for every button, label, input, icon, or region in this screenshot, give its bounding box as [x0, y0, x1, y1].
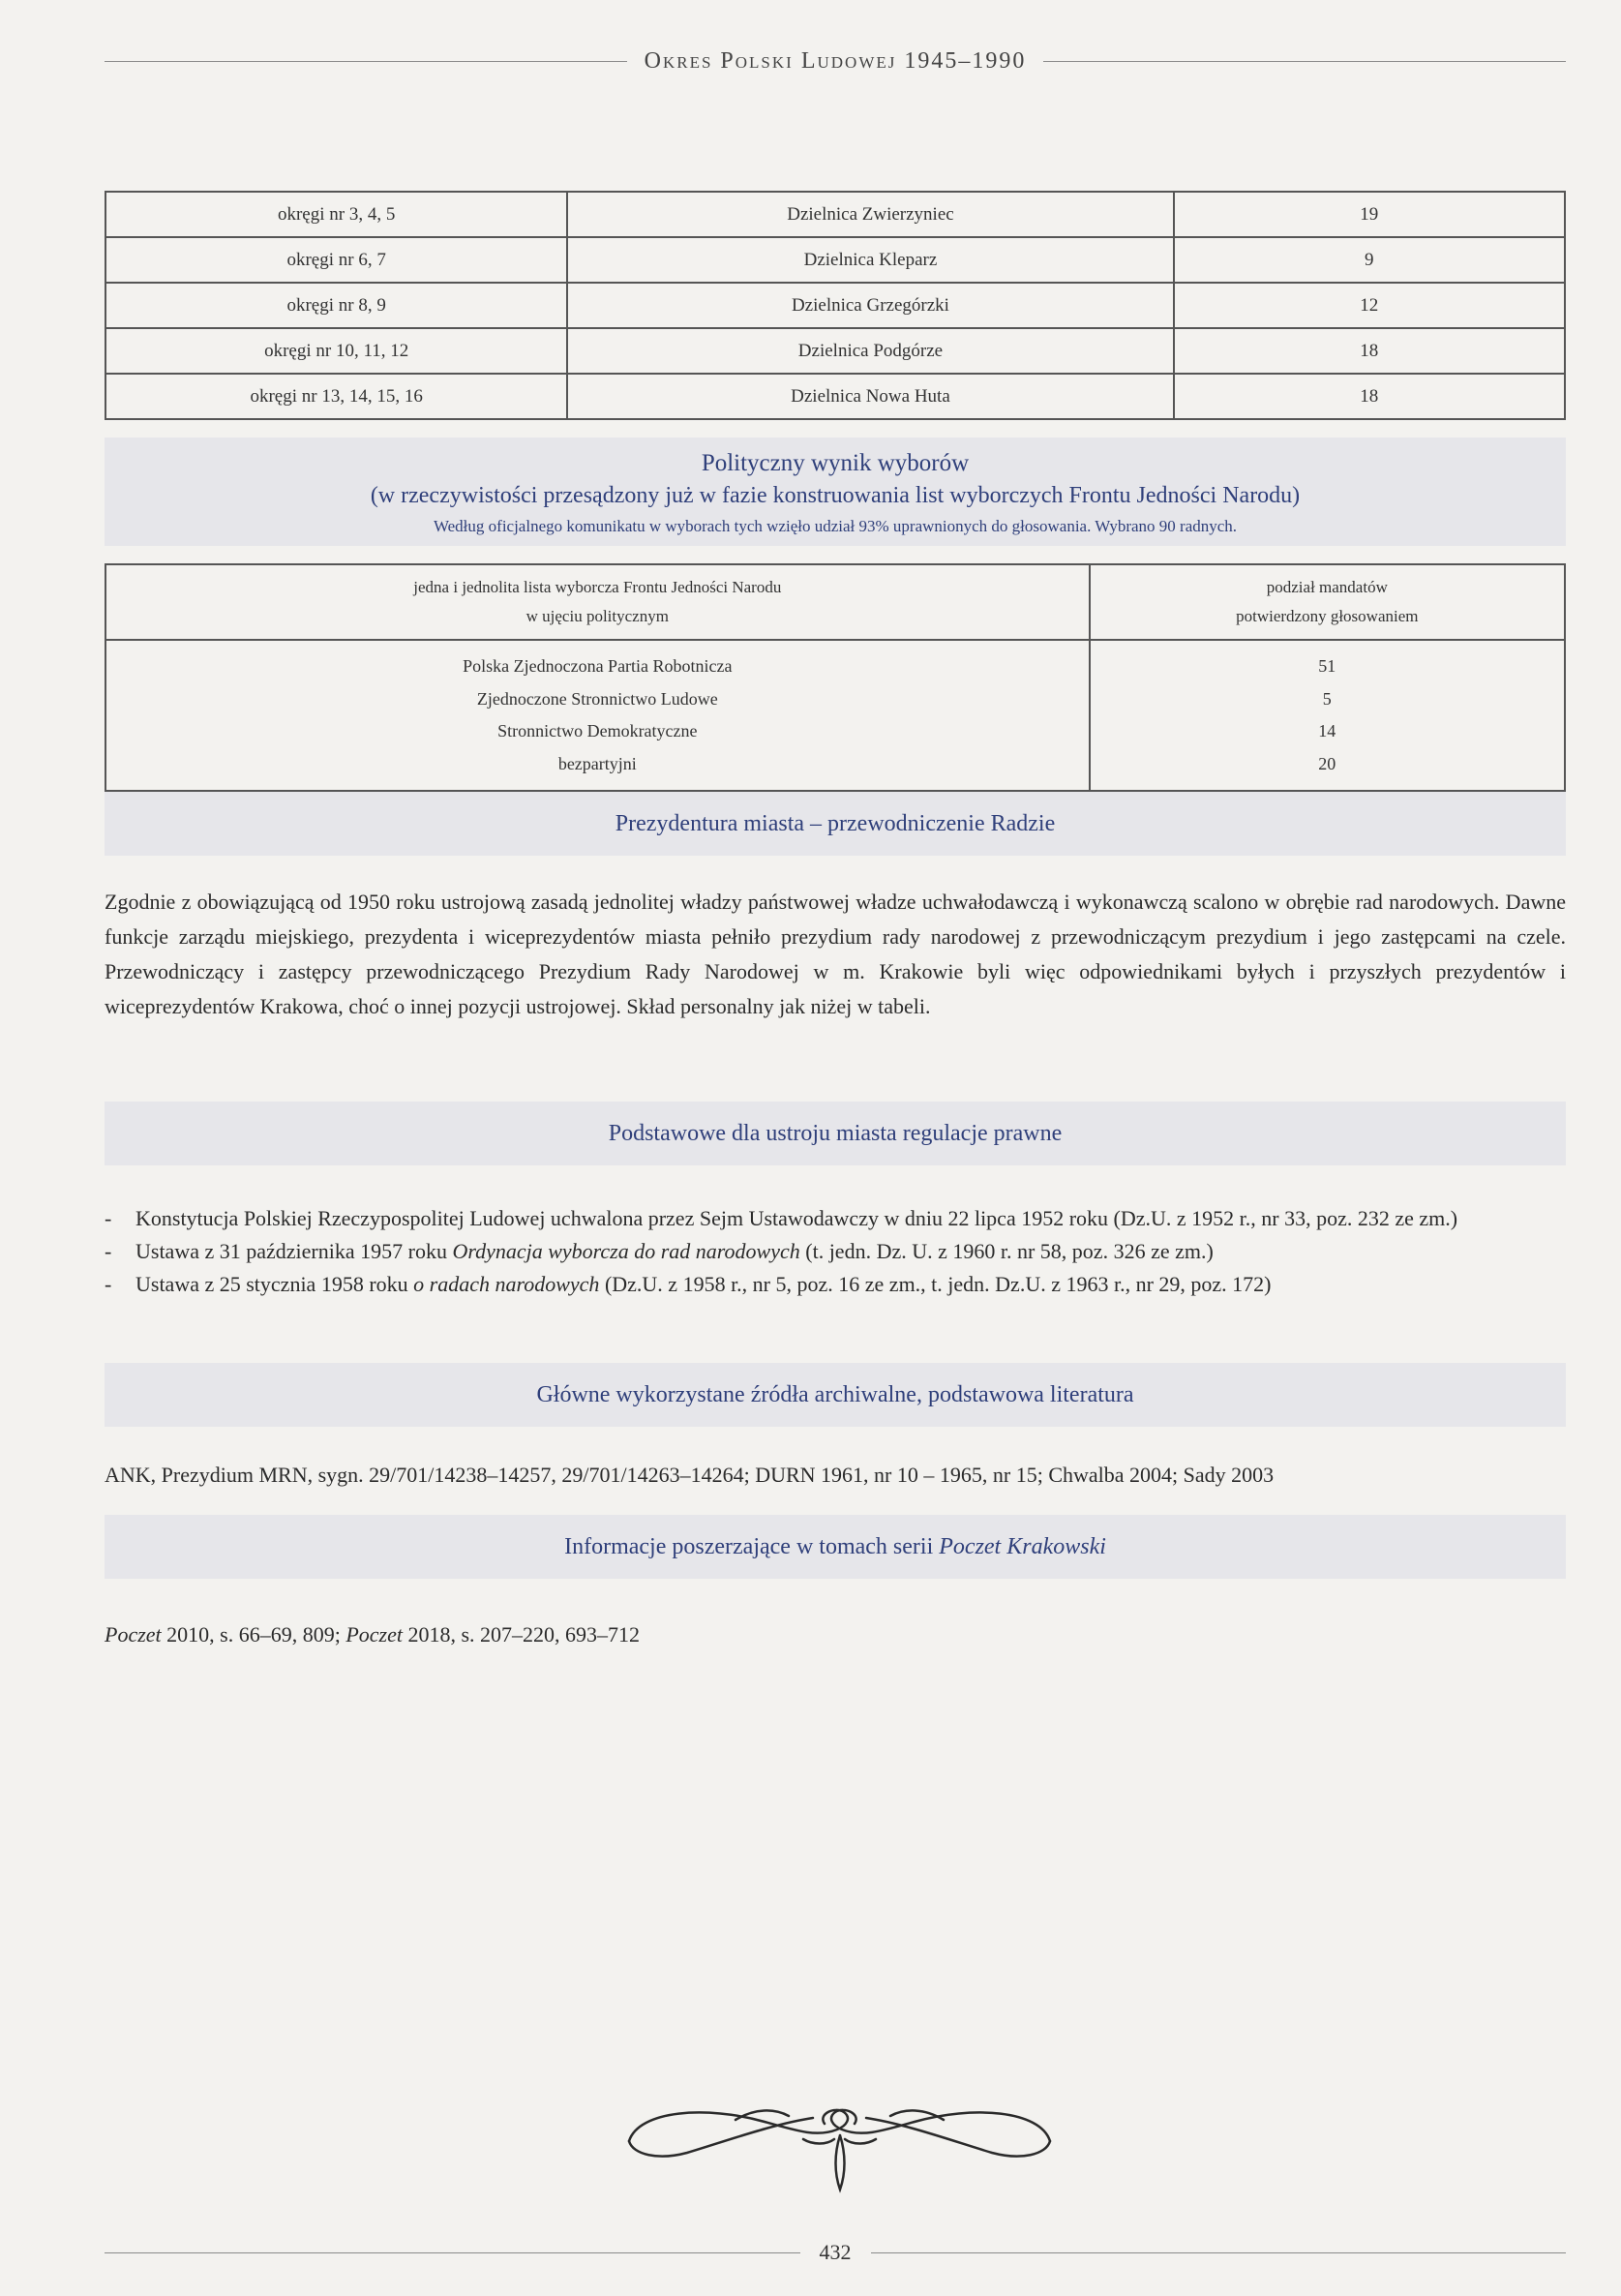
list-header-line-2: w ujęciu politycznym: [525, 607, 669, 625]
presidency-paragraph: Zgodnie z obowiązującą od 1950 roku ustrojową zasadą jednolitej władzy państwowej władze uchwałodawczą i wykonawczą scalono w obrębie rad narodowych. Dawne funkcje zarządu miejskiego, prezydenta i wiceprezydentów miasta pełniło prezydium rady narodowej z przewodniczącym prezydium i jego zastępcami na czele. Przewodniczący i zastępcy przewodniczącego Prezydium Rady Narodowej w m. Krakowie byli więc odpowiednikami byłych i przyszłych prezydentów i wiceprezydentów Krakowa, choć o innej pozycji ustrojowej. Skład personalny jak niżej w tabeli.: [105, 890, 1566, 1018]
regulation-text-after: (t. jedn. Dz. U. z 1960 r. nr 58, poz. 326 ze zm.): [799, 1239, 1214, 1263]
info-title-italic: Poczet Krakowski: [939, 1534, 1106, 1559]
seats-cell: [1090, 640, 1565, 791]
table-row: [105, 328, 1565, 374]
constituency-cell: okręgi nr 10, 11, 12: [105, 328, 567, 374]
info-title: [564, 1534, 1106, 1559]
info-ref-2-italic: Poczet: [345, 1622, 403, 1646]
district-cell: Dzielnica Grzegórzki: [567, 283, 1173, 328]
mandates-header-cell: [1090, 564, 1565, 640]
political-result-note: Według oficjalnego komunikatu w wyborach tych wzięło udział 93% uprawnionych do głosowania. Wybrano 90 radnych.: [433, 517, 1238, 535]
political-result-title: Polityczny wynik wyborów: [701, 450, 970, 476]
info-paragraph: [105, 1619, 1566, 1650]
presidency-band: [105, 792, 1566, 856]
info-ref-1-italic: Poczet: [105, 1622, 162, 1646]
regulations-band: [105, 1102, 1566, 1165]
regulations-list: [105, 1202, 1566, 1301]
mandates-header-line-2: potwierdzony głosowaniem: [1236, 607, 1419, 625]
info-ref-2: 2018, s. 207–220, 693–712: [403, 1622, 641, 1646]
party-seats: 20: [1318, 753, 1336, 773]
header-rule-right: [1043, 61, 1566, 62]
district-cell: Dzielnica Zwierzyniec: [567, 192, 1173, 237]
party-name: Zjednoczone Stronnictwo Ludowe: [476, 688, 718, 709]
district-cell: Dzielnica Kleparz: [567, 237, 1173, 283]
footer-rule-left: [105, 2252, 800, 2253]
regulation-text: Ustawa z 31 października 1957 roku: [135, 1239, 453, 1263]
list-dash: -: [105, 1239, 112, 1263]
party-name: bezpartyjni: [557, 753, 637, 773]
constituency-cell: okręgi nr 3, 4, 5: [105, 192, 567, 237]
table-row: [105, 237, 1565, 283]
political-result-band: [105, 438, 1566, 546]
seats-cell: 12: [1174, 283, 1565, 328]
table-row: [105, 374, 1565, 419]
district-cell: Dzielnica Podgórze: [567, 328, 1173, 374]
district-cell: Dzielnica Nowa Huta: [567, 374, 1173, 419]
header-rule-left: [105, 61, 627, 62]
seats-cell: 18: [1174, 374, 1565, 419]
info-title-prefix: Informacje poszerzające w tomach serii: [564, 1534, 940, 1559]
sources-paragraph: ANK, Prezydium MRN, sygn. 29/701/14238–14257, 29/701/14263–14264; DURN 1961, nr 10 – 1965, nr 15; Chwalba 2004; Sady 2003: [105, 1463, 1275, 1487]
table-row: [105, 192, 1565, 237]
regulation-text: Ustawa z 25 stycznia 1958 roku: [135, 1272, 414, 1296]
table-header-row: [105, 564, 1565, 640]
ornament-flourish-icon: [619, 2081, 1060, 2197]
table-body-row: [105, 640, 1565, 791]
list-dash: -: [105, 1272, 112, 1296]
list-header-cell: [105, 564, 1090, 640]
presidency-title: Prezydentura miasta – przewodniczenie Radzie: [615, 811, 1056, 836]
footer-rule-right: [871, 2252, 1567, 2253]
seats-cell: 9: [1174, 237, 1565, 283]
regulations-title: Podstawowe dla ustroju miasta regulacje prawne: [608, 1121, 1063, 1146]
party-name: Polska Zjednoczona Partia Robotnicza: [463, 656, 733, 676]
running-title: Okres Polski Ludowej 1945–1990: [644, 47, 1027, 74]
list-header-line-1: jedna i jednolita lista wyborcza Frontu Jedności Narodu: [413, 578, 782, 596]
constituency-cell: okręgi nr 13, 14, 15, 16: [105, 374, 567, 419]
list-dash: -: [105, 1206, 112, 1230]
table-row: [105, 283, 1565, 328]
constituency-cell: okręgi nr 8, 9: [105, 283, 567, 328]
party-seats: 51: [1318, 656, 1336, 676]
list-item: [105, 1202, 1566, 1235]
constituency-cell: okręgi nr 6, 7: [105, 237, 567, 283]
page-number: 432: [819, 2240, 852, 2264]
list-item: [105, 1268, 1566, 1301]
parties-cell: [105, 640, 1090, 791]
regulation-text: Konstytucja Polskiej Rzeczypospolitej Ludowej uchwalona przez Sejm Ustawodawczy w dniu 22 lipca 1952 roku (Dz.U. z 1952 r., nr 33, poz. 232 ze zm.): [135, 1206, 1458, 1230]
mandates-header-line-1: podział mandatów: [1266, 578, 1388, 596]
regulation-text-after: (Dz.U. z 1958 r., nr 5, poz. 16 ze zm., t. jedn. Dz.U. z 1963 r., nr 29, poz. 172): [599, 1272, 1272, 1296]
party-seats: 14: [1318, 721, 1336, 740]
political-result-subtitle: (w rzeczywistości przesądzony już w fazie konstruowania list wyborczych Frontu Jedności Narodu): [370, 483, 1301, 508]
running-header: [105, 46, 1566, 76]
info-ref-1: 2010, s. 66–69, 809;: [161, 1622, 346, 1646]
info-band: [105, 1515, 1566, 1579]
districts-table: [105, 191, 1566, 420]
party-name: Stronnictwo Demokratyczne: [497, 721, 698, 740]
page-footer: [105, 2238, 1566, 2267]
regulation-italic: o radach narodowych: [413, 1272, 600, 1296]
list-item: [105, 1235, 1566, 1268]
party-seats: 5: [1322, 688, 1332, 709]
sources-band: [105, 1363, 1566, 1427]
seats-cell: 19: [1174, 192, 1565, 237]
sources-title: Główne wykorzystane źródła archiwalne, podstawowa literatura: [536, 1382, 1134, 1407]
regulation-italic: Ordynacja wyborcza do rad narodowych: [452, 1239, 800, 1263]
political-result-table: [105, 563, 1566, 792]
seats-cell: 18: [1174, 328, 1565, 374]
